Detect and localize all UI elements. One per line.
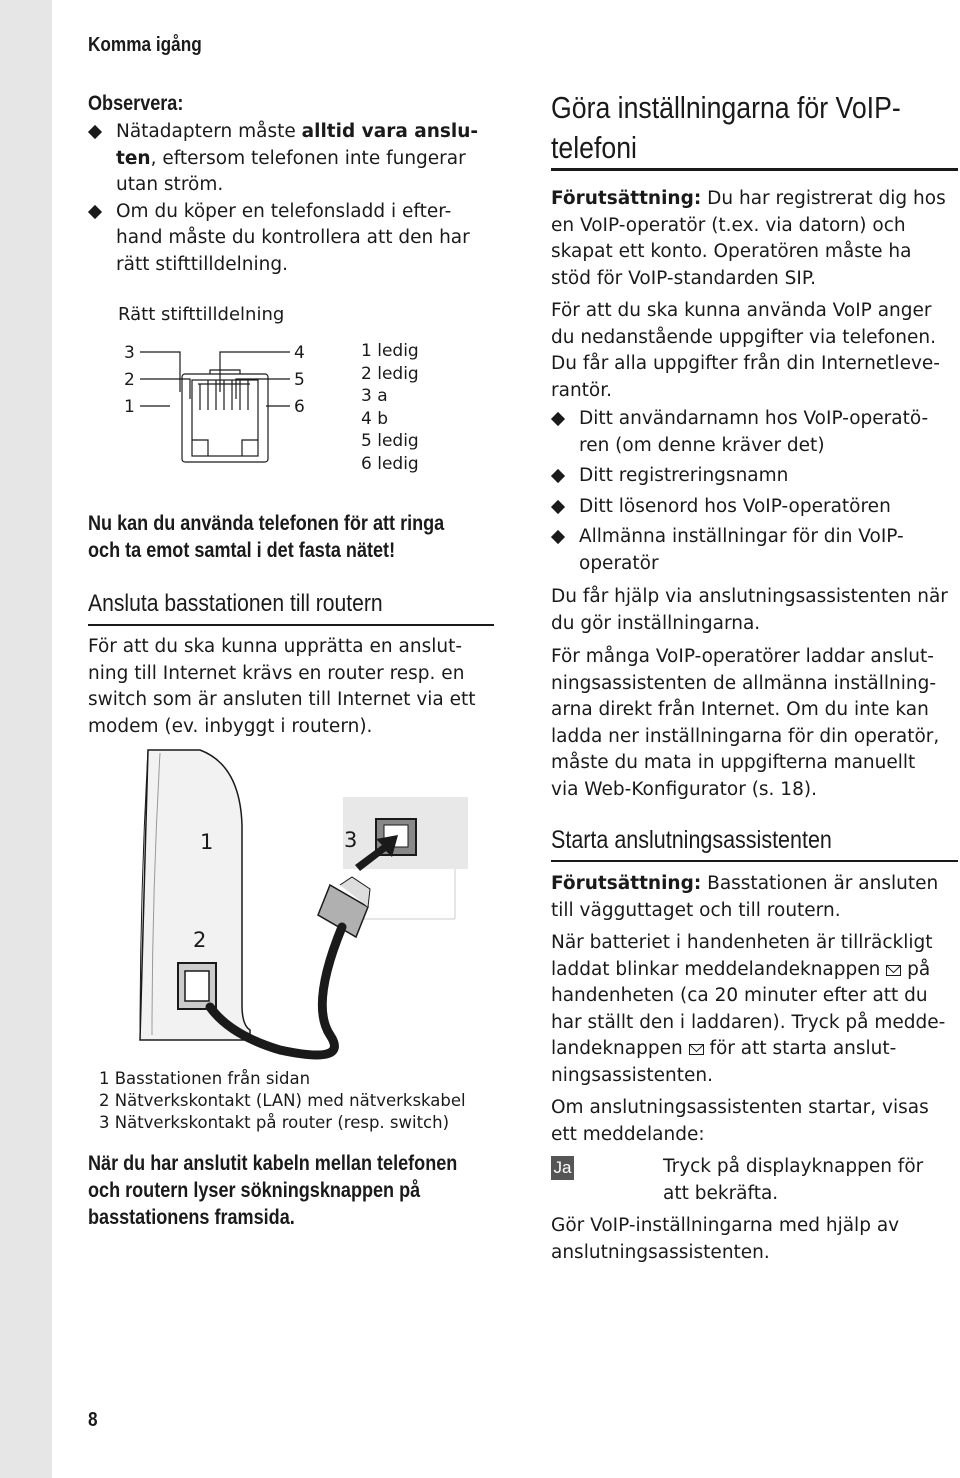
bullet-diamond-icon [551, 412, 565, 426]
heading-rule [551, 860, 958, 862]
figure-label-2: 2 [193, 928, 207, 952]
battery-text: När batteriet i handenheten är tillräckligt laddat blinkar meddelandeknappen på handenheten (ca 20 minuter efter att du har ställt den i laddaren). Tryck på medde- landeknappen för att starta anslut- ningsassistenten. [551, 932, 946, 1086]
bullet-diamond-icon [88, 125, 102, 139]
bullet-diamond-icon [551, 499, 565, 513]
operators-text: För många VoIP-operatörer laddar anslut- ningsassistenten de allmänna inställning- arna direkt från Internet. Om du inte kan ladda ner inställningarna för din operatör, måste du mata in uppgifterna manuellt via Web-Konfigurator (s. 18). [551, 646, 940, 800]
figure-legend: 1 Basstationen från sidan 2 Nätverkskontakt (LAN) med nätverkskabel 3 Nätverkskontakt på router (resp. switch) [99, 1069, 466, 1132]
connection-figure [130, 745, 480, 1065]
note-bullet: Om du köper en telefonsladd i efter- hand måste du kontrollera att den har rätt stifttilldelning. [88, 199, 508, 279]
section-header: Komma igång [88, 34, 202, 56]
rj-jack-diagram [140, 340, 300, 470]
softkey-ja: Ja [551, 1156, 574, 1180]
bullet-diamond-icon [551, 530, 565, 544]
figure-label-1: 1 [200, 830, 214, 854]
voip-heading: Göra inställningarna för VoIP- telefoni [551, 90, 901, 165]
heading-rule [551, 168, 958, 171]
voip-intro: För att du ska kunna använda VoIP anger du nedanstående uppgifter via telefonen. Du får alla uppgifter från din Internetleve- rantör. [551, 300, 940, 401]
bullet-diamond-icon [551, 469, 565, 483]
router-heading: Ansluta basstationen till routern [88, 590, 383, 617]
page-number: 8 [88, 1409, 98, 1431]
page-margin-bar [0, 0, 52, 1478]
final-statement: När du har anslutit kabeln mellan telefonen och routern lyser sökningsknappen på basstationens framsida. [88, 1152, 458, 1229]
voip-bullet: Ditt användarnamn hos VoIP-operatö- ren (om denne kräver det) [551, 406, 956, 459]
pin-assignments: 1 ledig 2 ledig 3 a 4 b 5 ledig 6 ledig [361, 341, 419, 474]
softkey-instruction: Tryck på displayknappen för att bekräfta. [663, 1156, 924, 1204]
voip-bullets [551, 406, 956, 577]
bullet-diamond-icon [88, 204, 102, 218]
assistant-help: Du får hjälp via anslutningsassistenten när du gör inställningarna. [551, 586, 948, 634]
note-bullets [88, 119, 508, 278]
voip-prerequisite: Förutsättning: Du har registrerat dig hos en VoIP-operatör (t.ex. via datorn) och skapat ett konto. Operatören måste ha stöd för VoIP-standarden SIP. [551, 188, 946, 289]
voip-bullet: Ditt registreringsnamn [551, 463, 956, 490]
note-title: Observera: [88, 92, 184, 115]
pin-left-numbers: 3 2 1 [124, 343, 135, 417]
note-bullet: Nätadaptern måste alltid vara anslu- ten, eftersom telefonen inte fungerar utan ström. [88, 119, 508, 199]
router-text: För att du ska kunna upprätta en anslut- ning till Internet krävs en router resp. en switch som är ansluten till Internet via ett modem (ev. inbyggt i routern). [88, 636, 476, 737]
final-instruction: Gör VoIP-inställningarna med hjälp av anslutningsassistenten. [551, 1215, 900, 1263]
figure-label-3: 3 [344, 828, 358, 852]
pin-right-numbers: 4 5 6 [294, 343, 305, 417]
heading-rule [88, 624, 494, 626]
assistant-heading: Starta anslutningsassistenten [551, 826, 832, 854]
envelope-icon [689, 1044, 704, 1055]
voip-bullet: Ditt lösenord hos VoIP-operatören [551, 494, 956, 521]
success-statement: Nu kan du använda telefonen för att ringa och ta emot samtal i det fasta nätet! [88, 512, 445, 562]
pin-diagram-title: Rätt stifttilldelning [118, 304, 285, 325]
envelope-icon [886, 965, 901, 976]
voip-bullet: Allmänna inställningar för din VoIP- operatör [551, 524, 956, 577]
assistant-start-text: Om anslutningsassistenten startar, visas ett meddelande: [551, 1097, 929, 1145]
assistant-prerequisite: Förutsättning: Basstationen är ansluten till vägguttaget och till routern. [551, 873, 939, 921]
